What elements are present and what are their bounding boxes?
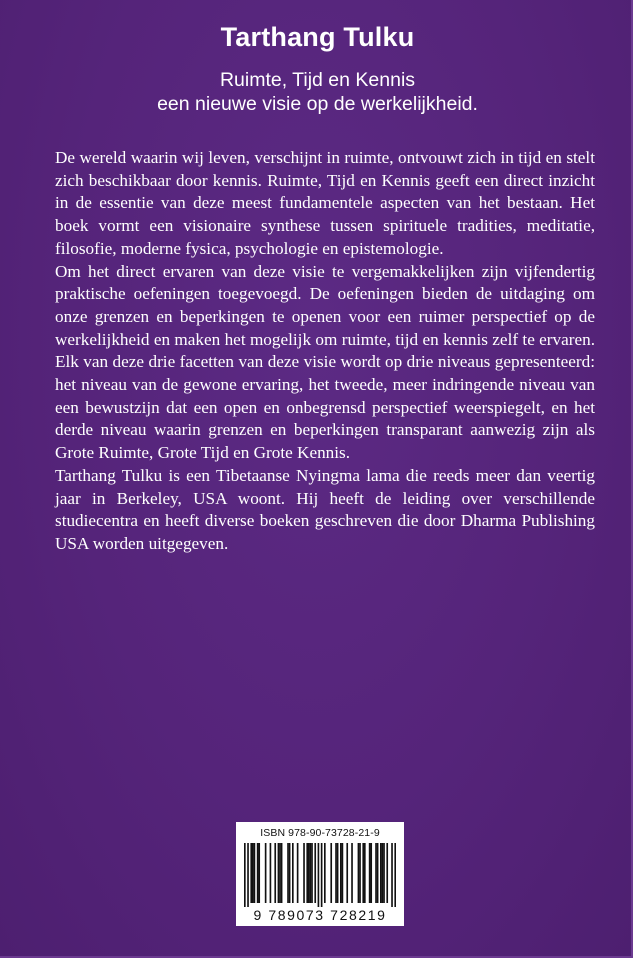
barcode-bar <box>335 843 337 903</box>
barcode-bar <box>244 843 246 907</box>
barcode-bar <box>292 843 294 903</box>
barcode-bar <box>257 843 259 903</box>
barcode-bar <box>310 843 312 903</box>
barcode-bar <box>265 843 267 903</box>
barcode-bar <box>279 843 281 903</box>
barcode-bar <box>330 843 332 903</box>
barcode-bar <box>380 843 382 903</box>
barcode-bar <box>318 843 320 907</box>
barcode-bar <box>252 843 254 903</box>
barcode-bar <box>362 843 364 903</box>
barcode-bar <box>274 843 276 903</box>
barcode-bar <box>375 843 377 903</box>
barcode-bar <box>321 843 323 907</box>
barcode-bar <box>370 843 372 903</box>
barcode-bar <box>369 843 371 903</box>
barcode-bar <box>278 843 280 903</box>
barcode-bar <box>391 843 393 907</box>
title-line-2: een nieuwe visie op de werkelijkheid. <box>157 93 478 115</box>
barcode-bar <box>308 843 310 903</box>
barcode-bar <box>289 843 291 903</box>
isbn-text: ISBN 978-90-73728-21-9 <box>260 827 380 839</box>
barcode-bar <box>340 843 342 903</box>
barcode-bar <box>358 843 360 903</box>
barcode-bar <box>303 843 305 903</box>
barcode-bar <box>394 843 396 907</box>
barcode-bar <box>386 843 388 903</box>
barcode-bar <box>254 843 256 903</box>
blurb-paragraph-1: De wereld waarin wij leven, verschijnt in ruimte, ontvouwt zich in tijd en stelt zich beschikbaar door kennis. Ruimte, Tijd en Kennis geeft een direct inzicht in de essentie van deze meest fundamentele aspecten van het bestaan. Het boek vormt een visionaire synthese tussen spirituele tradities, meditatie, filosofie, moderne fysica, psychologie en epistemologie. <box>55 148 595 258</box>
barcode-bar <box>342 843 344 903</box>
barcode-bar <box>281 843 283 903</box>
barcode-bar <box>297 843 299 903</box>
barcode-bar <box>311 843 313 903</box>
barcode-bar <box>247 843 249 907</box>
barcode-bar <box>359 843 361 903</box>
barcode-bar <box>364 843 366 903</box>
barcode-bar <box>287 843 289 903</box>
barcode-bar <box>337 843 339 903</box>
barcode-bar <box>382 843 384 903</box>
barcode-bar <box>270 843 272 903</box>
barcode-bar <box>314 843 316 903</box>
barcode-icon <box>244 843 396 907</box>
barcode-bar <box>383 843 385 903</box>
barcode-bar <box>351 843 353 903</box>
barcode-bar <box>258 843 260 903</box>
blurb-paragraph-3: Tarthang Tulku is een Tibetaanse Nyingma lama die reeds meer dan veertig jaar in Berkeley, USA woont. Hij heeft de leiding over verschillende studiecentra en heeft diverse boeken geschreven die door Dharma Publishing USA worden uitgegeven. <box>55 465 595 553</box>
book-title <box>0 68 633 116</box>
ean-digits: 9 789073 728219 <box>253 907 387 923</box>
barcode-bar <box>250 843 252 903</box>
barcode-bar <box>306 843 308 903</box>
barcode-bar <box>377 843 379 903</box>
isbn-barcode-label <box>236 822 404 926</box>
barcode-bar <box>324 843 326 903</box>
barcode-bar <box>346 843 348 903</box>
author-name: Tarthang Tulku <box>220 22 415 52</box>
title-line-1: Ruimte, Tijd en Kennis <box>219 69 416 91</box>
blurb-paragraph-2: Om het direct ervaren van deze visie te vergemakkelijken zijn vijfendertig praktische oefeningen toegevoegd. De oefeningen bieden de uitdaging om onze grenzen en beperkingen te openen voor een ruimer perspectief op de werkelijkheid en maken het mogelijk om ruimte, tijd en kennis zelf te ervaren. Elk van deze drie facetten van deze visie wordt op drie niveaus gepresenteerd: het niveau van de gewone ervaring, het tweede, meer indringende niveau van een bewustzijn dat een open en onbegrensd perspectief weerspiegelt, en het derde niveau waarin grenzen en beperkingen transparant aanwezig zijn als Grote Ruimte, Grote Tijd en Grote Kennis. <box>55 261 595 463</box>
back-cover-blurb <box>55 147 595 556</box>
